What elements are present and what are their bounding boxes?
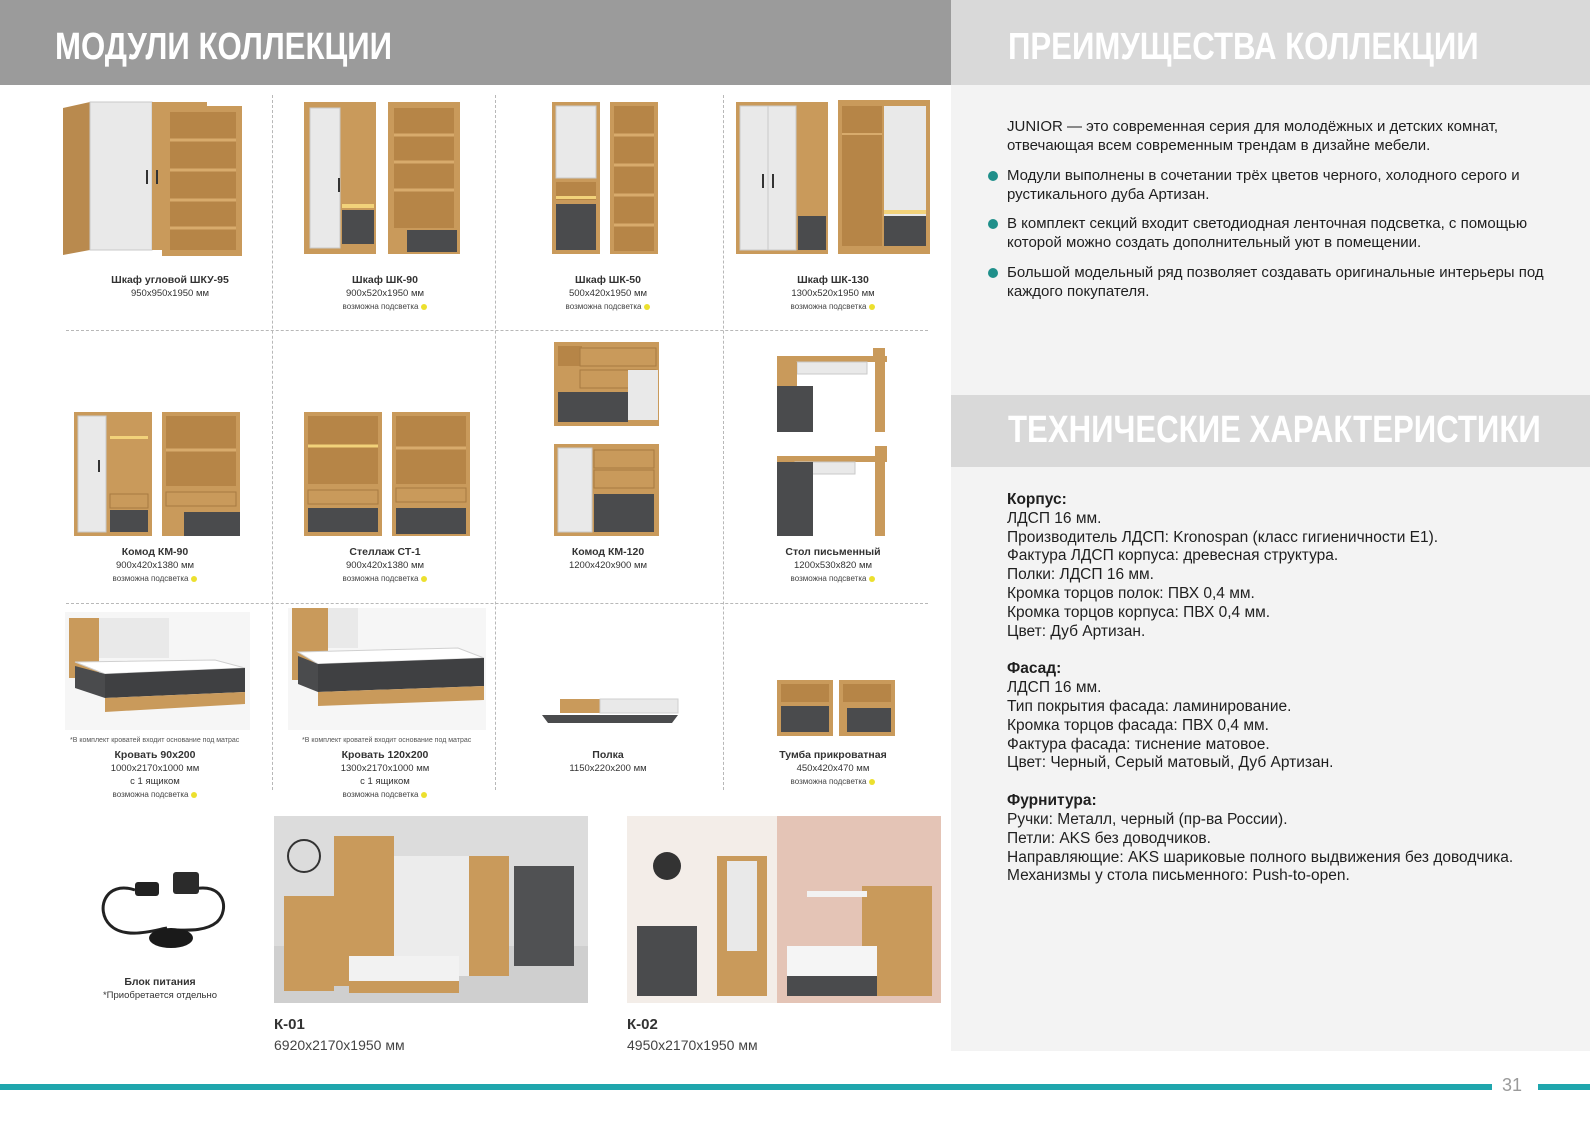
- module-extra: с 1 ящиком: [130, 776, 180, 787]
- chest-km90-image: [72, 410, 247, 540]
- light-dot-icon: [191, 576, 197, 582]
- module-name: Полка: [592, 749, 624, 761]
- bullet-dot: [988, 219, 998, 229]
- module-name: Кровать 120х200: [341, 749, 429, 761]
- tech-line: Фактура фасада: тиснение матовое.: [1007, 735, 1270, 753]
- bullet-dot: [988, 268, 998, 278]
- advantages-intro: JUNIOR — это современная серия для молодёжных и детских комнат, отвечающая всем современным трендам в дизайне мебели.: [1007, 118, 1499, 154]
- light-note: возможна подсветка: [285, 788, 485, 801]
- light-note: возможна подсветка: [733, 572, 933, 585]
- nightstand-image: [775, 678, 897, 740]
- advantage-text: Большой модельный ряд позволяет создавать оригинальные интерьеры под каждого покупателя.: [1007, 264, 1544, 300]
- light-note: возможна подсветка: [508, 300, 708, 313]
- module-name: Комод КМ-120: [571, 546, 645, 558]
- light-dot-icon: [191, 792, 197, 798]
- light-dot-icon: [421, 576, 427, 582]
- module-caption: [508, 749, 708, 775]
- tech-line: Кромка торцов полок: ПВХ 0,4 мм.: [1007, 584, 1255, 602]
- tech-korpus-title: Корпус:: [1007, 491, 1067, 508]
- chest-km120-image: [552, 340, 667, 540]
- set-k01-photo: [274, 816, 588, 1003]
- bed-120-image: [288, 608, 486, 730]
- tech-furn-title: Фурнитура:: [1007, 792, 1097, 810]
- tech-line: Цвет: Дуб Артизан.: [1007, 622, 1146, 640]
- module-caption: [55, 749, 255, 801]
- footer-line: [0, 1084, 1492, 1090]
- module-caption: [285, 546, 485, 585]
- wall-shelf-image: [540, 695, 680, 733]
- set-k01-name: К-01: [274, 1016, 305, 1033]
- tech-line: Кромка торцов фасада: ПВХ 0,4 мм.: [1007, 716, 1269, 734]
- module-size: 900х520х1950 мм: [345, 288, 425, 299]
- light-note: возможна подсветка: [55, 572, 255, 585]
- wardrobe-shk130-image: [734, 98, 934, 260]
- module-size: 1200х420х900 мм: [568, 560, 648, 571]
- module-name: Шкаф ШК-50: [575, 274, 641, 286]
- power-note: *Приобретается отдельно: [102, 990, 217, 1001]
- module-size: 1300х2170х1000 мм: [340, 763, 430, 774]
- light-dot-icon: [421, 792, 427, 798]
- modules-header-title: МОДУЛИ КОЛЛЕКЦИИ: [55, 26, 393, 68]
- tech-specs: [1007, 491, 1577, 886]
- grid-divider: [66, 603, 928, 604]
- tech-line: Петли: AKS без доводчиков.: [1007, 829, 1211, 847]
- advantage-text: В комплект секций входит светодиодная ленточная подсветка, с помощью которой можно создать дополнительный уют в помещении.: [1007, 215, 1528, 251]
- advantages-header-bar: [951, 0, 1590, 85]
- module-caption: [733, 749, 933, 788]
- tech-line: Тип покрытия фасада: ламинирование.: [1007, 697, 1292, 715]
- module-caption: [733, 274, 933, 313]
- shelf-st1-image: [302, 410, 477, 540]
- light-note: возможна подсветка: [285, 572, 485, 585]
- module-name: Шкаф угловой ШКУ-95: [111, 274, 229, 286]
- module-caption: [55, 546, 255, 585]
- bullet-dot: [988, 171, 998, 181]
- grid-divider: [66, 330, 928, 331]
- grid-divider: [723, 95, 724, 790]
- corner-wardrobe-image: [60, 100, 250, 260]
- module-size: 1200х530х820 мм: [793, 560, 873, 571]
- module-size: 900х420х1380 мм: [345, 560, 425, 571]
- module-name: Стол письменный: [785, 546, 881, 558]
- bed-note: *В комплект кроватей входит основание под матрас: [302, 737, 472, 744]
- advantage-text: Модули выполнены в сочетании трёх цветов черного, холодного серого и рустикального дуба Артизан.: [1007, 167, 1520, 203]
- module-name: Комод КМ-90: [121, 546, 189, 558]
- set-k02-photo: [627, 816, 941, 1003]
- set-k02-name: К-02: [627, 1016, 658, 1033]
- module-caption: [508, 274, 708, 313]
- light-note: возможна подсветка: [55, 788, 255, 801]
- module-caption: [508, 546, 708, 572]
- advantage-bullet-3: [1007, 263, 1567, 301]
- module-caption: [733, 546, 933, 585]
- module-size: 450х420х470 мм: [796, 763, 870, 774]
- power-caption: [60, 976, 260, 1002]
- module-size: 1000х2170х1000 мм: [110, 763, 200, 774]
- bed-note: *В комплект кроватей входит основание под матрас: [70, 737, 240, 744]
- module-name: Шкаф ШК-130: [797, 274, 869, 286]
- module-size: 1300х520х1950 мм: [791, 288, 875, 299]
- tech-line: Фактура ЛДСП корпуса: древесная структура.: [1007, 547, 1339, 565]
- light-dot-icon: [421, 304, 427, 310]
- advantage-bullet-1: [1007, 166, 1567, 204]
- module-size: 500х420х1950 мм: [568, 288, 648, 299]
- light-dot-icon: [869, 576, 875, 582]
- grid-divider: [272, 95, 273, 790]
- module-name: Кровать 90х200: [114, 749, 196, 761]
- module-extra: с 1 ящиком: [360, 776, 410, 787]
- module-name: Стеллаж СТ-1: [349, 546, 421, 558]
- tech-line: ЛДСП 16 мм.: [1007, 679, 1102, 697]
- set-k01-size: 6920х2170х1950 мм: [274, 1037, 405, 1053]
- footer-line: [1538, 1084, 1590, 1090]
- grid-divider: [495, 95, 496, 790]
- tech-line: Направляющие: AKS шариковые полного выдвижения без доводчика.: [1007, 848, 1514, 866]
- light-note: возможна подсветка: [285, 300, 485, 313]
- modules-header-bar: [0, 0, 951, 85]
- tech-header-title: ТЕХНИЧЕСКИЕ ХАРАКТЕРИСТИКИ: [1008, 409, 1541, 451]
- module-caption: [285, 274, 485, 313]
- tech-header-bar: [951, 395, 1590, 467]
- desk-image: [775, 348, 895, 543]
- light-dot-icon: [869, 304, 875, 310]
- tech-line: ЛДСП 16 мм.: [1007, 509, 1102, 527]
- module-name: Тумба прикроватная: [779, 749, 887, 761]
- advantages-header-title: ПРЕИМУЩЕСТВА КОЛЛЕКЦИИ: [1008, 26, 1479, 68]
- tech-fasad-title: Фасад:: [1007, 660, 1062, 678]
- module-caption: [70, 274, 270, 300]
- module-size: 950х950х1950 мм: [130, 288, 210, 299]
- wardrobe-shk50-image: [550, 100, 665, 260]
- tech-line: Механизмы у стола письменного: Push-to-open.: [1007, 867, 1350, 885]
- light-note: возможна подсветка: [733, 300, 933, 313]
- light-note: возможна подсветка: [733, 775, 933, 788]
- tech-line: Полки: ЛДСП 16 мм.: [1007, 566, 1154, 584]
- module-size: 1150х220х200 мм: [569, 763, 647, 774]
- advantage-bullet-2: [1007, 214, 1567, 252]
- tech-line: Кромка торцов корпуса: ПВХ 0,4 мм.: [1007, 603, 1271, 621]
- wardrobe-shk90-image: [302, 100, 467, 260]
- tech-line: Производитель ЛДСП: Kronospan (класс гигиеничности Е1).: [1007, 528, 1439, 546]
- power-supply-image: [95, 860, 235, 955]
- tech-line: Ручки: Металл, черный (пр-ва России).: [1007, 810, 1288, 828]
- bed-90-image: [65, 612, 250, 730]
- light-dot-icon: [869, 779, 875, 785]
- module-caption: [285, 749, 485, 801]
- tech-line: Цвет: Черный, Серый матовый, Дуб Артизан.: [1007, 754, 1334, 772]
- light-dot-icon: [644, 304, 650, 310]
- module-size: 900х420х1380 мм: [115, 560, 195, 571]
- module-name: Шкаф ШК-90: [352, 274, 418, 286]
- page-number: 31: [1502, 1075, 1523, 1095]
- set-k02-size: 4950х2170х1950 мм: [627, 1037, 758, 1053]
- power-name: Блок питания: [124, 976, 196, 988]
